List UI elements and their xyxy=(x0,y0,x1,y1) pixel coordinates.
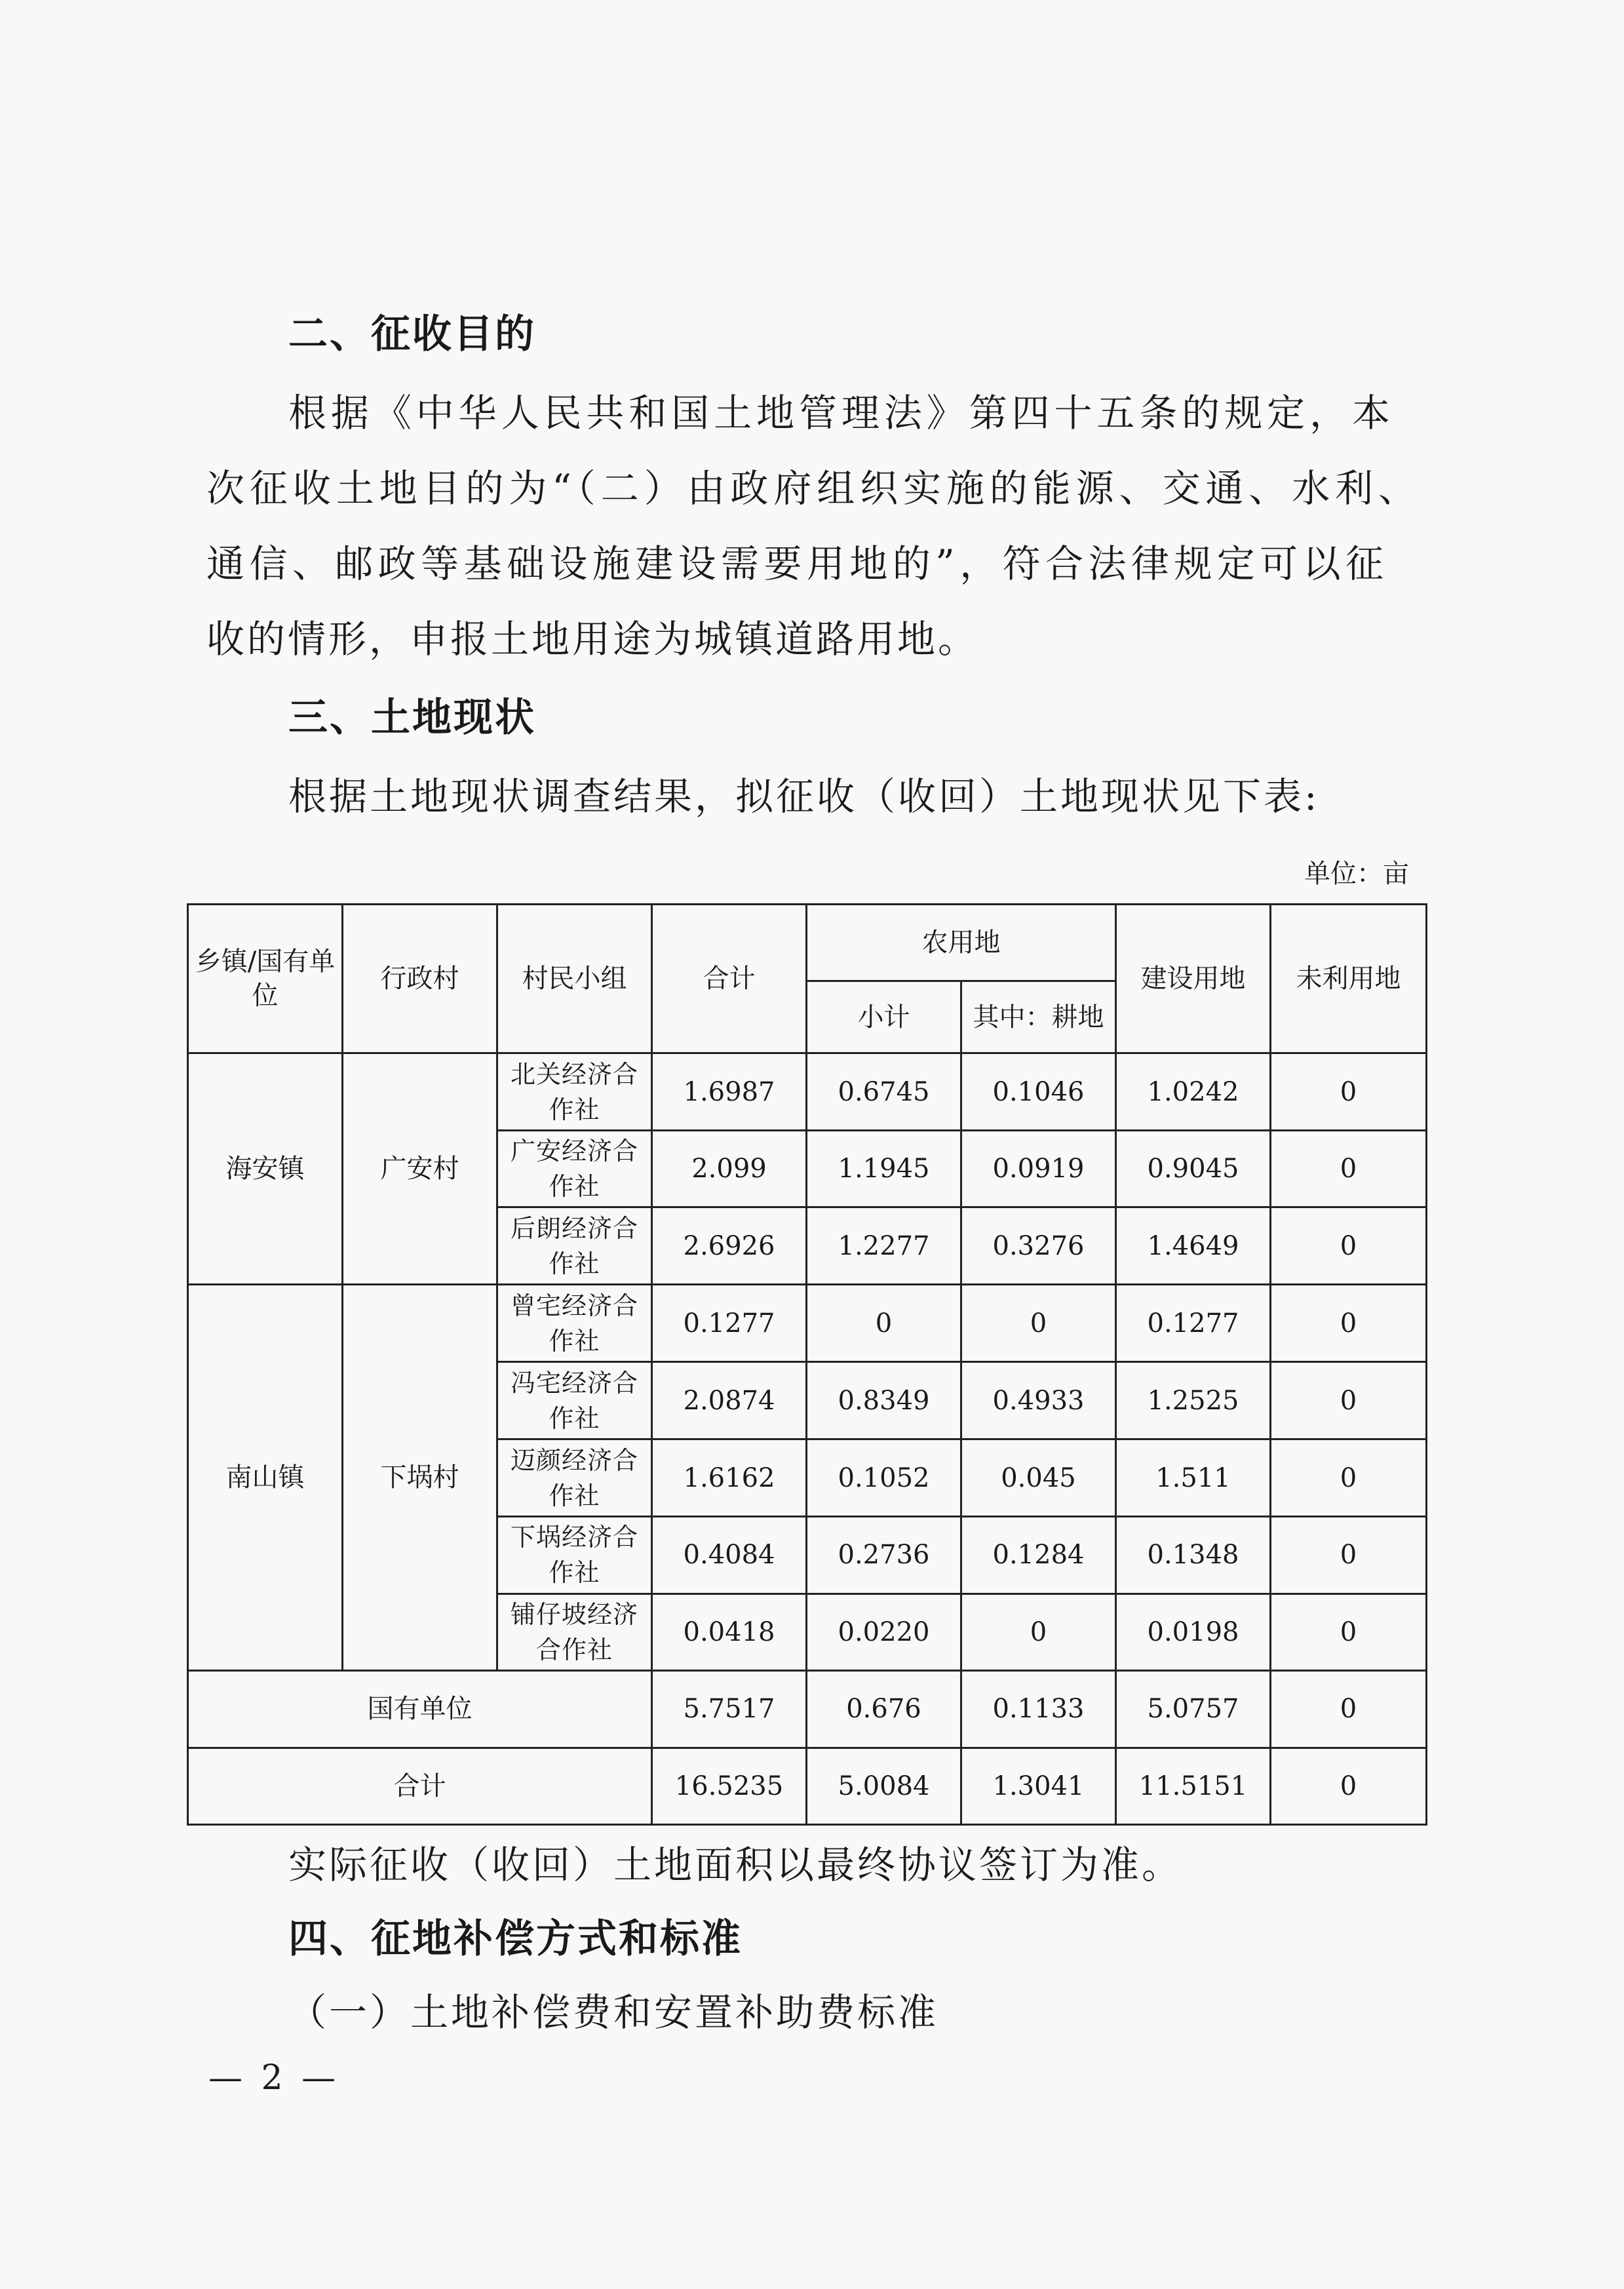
header-construction-land: 建设用地 xyxy=(1116,905,1271,1053)
construction-cell: 1.511 xyxy=(1116,1439,1271,1516)
group-cell: 铺仔坡经济合作社 xyxy=(497,1594,652,1670)
agri-subtotal-cell: 5.0084 xyxy=(807,1748,961,1824)
cultivated-cell: 0.0919 xyxy=(961,1131,1116,1207)
cultivated-cell: 0.3276 xyxy=(961,1207,1116,1285)
construction-cell: 1.0242 xyxy=(1116,1053,1271,1131)
header-agri-cultivated: 其中：耕地 xyxy=(961,981,1116,1053)
cultivated-cell: 0.1046 xyxy=(961,1053,1116,1131)
village-cell: 下埚村 xyxy=(343,1285,497,1670)
total-cell: 16.5235 xyxy=(652,1748,807,1824)
construction-cell: 0.1277 xyxy=(1116,1285,1271,1362)
cultivated-cell: 0.1133 xyxy=(961,1670,1116,1748)
total-cell: 2.6926 xyxy=(652,1207,807,1285)
header-group: 村民小组 xyxy=(497,905,652,1053)
agri-subtotal-cell: 0.8349 xyxy=(807,1362,961,1439)
after-table-note: 实际征收（收回）土地面积以最终协议签订为准。 xyxy=(288,1843,1183,1887)
construction-cell: 1.4649 xyxy=(1116,1207,1271,1285)
table-row xyxy=(188,1285,1427,1362)
agri-subtotal-cell: 0.676 xyxy=(807,1670,961,1748)
cultivated-cell: 0 xyxy=(961,1594,1116,1670)
cultivated-cell: 0.4933 xyxy=(961,1362,1116,1439)
group-cell: 下埚经济合作社 xyxy=(497,1516,652,1594)
header-village: 行政村 xyxy=(343,905,497,1053)
group-cell: 北关经济合作社 xyxy=(497,1053,652,1131)
agri-subtotal-cell: 0.1052 xyxy=(807,1439,961,1516)
agri-subtotal-cell: 0.0220 xyxy=(807,1594,961,1670)
section-2-para-line-2: 次征收土地目的为“（二）由政府组织实施的能源、交通、水利、 xyxy=(206,466,1419,511)
unused-cell: 0 xyxy=(1271,1439,1427,1516)
table-unit-label: 单位：亩 xyxy=(1304,859,1409,889)
table-row xyxy=(188,1053,1427,1131)
unused-cell: 0 xyxy=(1271,1207,1427,1285)
unused-cell: 0 xyxy=(1271,1516,1427,1594)
section-3-intro: 根据土地现状调查结果，拟征收（收回）土地现状见下表: xyxy=(288,774,1320,819)
cultivated-cell: 1.3041 xyxy=(961,1748,1116,1824)
unused-cell: 0 xyxy=(1271,1748,1427,1824)
unused-cell: 0 xyxy=(1271,1670,1427,1748)
agri-subtotal-cell: 1.1945 xyxy=(807,1131,961,1207)
state-unit-label: 国有单位 xyxy=(188,1670,652,1748)
total-cell: 0.0418 xyxy=(652,1594,807,1670)
total-cell: 0.1277 xyxy=(652,1285,807,1362)
section-2-para-line-4: 收的情形，申报土地用途为城镇道路用地。 xyxy=(206,617,979,661)
total-cell: 2.099 xyxy=(652,1131,807,1207)
construction-cell: 5.0757 xyxy=(1116,1670,1271,1748)
total-cell: 1.6987 xyxy=(652,1053,807,1131)
construction-cell: 0.0198 xyxy=(1116,1594,1271,1670)
group-cell: 曾宅经济合作社 xyxy=(497,1285,652,1362)
group-cell: 冯宅经济合作社 xyxy=(497,1362,652,1439)
cultivated-cell: 0.045 xyxy=(961,1439,1116,1516)
agri-subtotal-cell: 0.2736 xyxy=(807,1516,961,1594)
grand-total-label: 合计 xyxy=(188,1748,652,1824)
unused-cell: 0 xyxy=(1271,1362,1427,1439)
table-row-state-unit xyxy=(188,1670,1427,1748)
unused-cell: 0 xyxy=(1271,1594,1427,1670)
group-cell: 后朗经济合作社 xyxy=(497,1207,652,1285)
header-agri-subtotal: 小计 xyxy=(807,981,961,1053)
group-cell: 迈颜经济合作社 xyxy=(497,1439,652,1516)
header-total: 合计 xyxy=(652,905,807,1053)
section-2-heading: 二、征收目的 xyxy=(288,311,536,357)
page-number: — 2 — xyxy=(208,2058,340,2098)
township-cell: 海安镇 xyxy=(188,1053,343,1285)
total-cell: 5.7517 xyxy=(652,1670,807,1748)
total-cell: 1.6162 xyxy=(652,1439,807,1516)
header-township: 乡镇/国有单位 xyxy=(188,905,343,1053)
land-status-table xyxy=(187,903,1427,1826)
table-row-grand-total xyxy=(188,1748,1427,1824)
header-unused-land: 未利用地 xyxy=(1271,905,1427,1053)
township-cell: 南山镇 xyxy=(188,1285,343,1670)
unused-cell: 0 xyxy=(1271,1053,1427,1131)
cultivated-cell: 0 xyxy=(961,1285,1116,1362)
group-cell: 广安经济合作社 xyxy=(497,1131,652,1207)
total-cell: 2.0874 xyxy=(652,1362,807,1439)
header-agri-land: 农用地 xyxy=(807,905,1116,981)
village-cell: 广安村 xyxy=(343,1053,497,1285)
section-4-heading: 四、征地补偿方式和标准 xyxy=(288,1916,743,1962)
agri-subtotal-cell: 0.6745 xyxy=(807,1053,961,1131)
unused-cell: 0 xyxy=(1271,1285,1427,1362)
section-4-subheading: （一）土地补偿费和安置补助费标准 xyxy=(288,1990,939,2035)
construction-cell: 1.2525 xyxy=(1116,1362,1271,1439)
construction-cell: 11.5151 xyxy=(1116,1748,1271,1824)
section-3-heading: 三、土地现状 xyxy=(288,695,536,741)
section-2-para-line-3: 通信、邮政等基础设施建设需要用地的”，符合法律规定可以征 xyxy=(206,541,1386,586)
section-2-para-line-1: 根据《中华人民共和国土地管理法》第四十五条的规定，本 xyxy=(288,391,1393,435)
agri-subtotal-cell: 0 xyxy=(807,1285,961,1362)
construction-cell: 0.9045 xyxy=(1116,1131,1271,1207)
cultivated-cell: 0.1284 xyxy=(961,1516,1116,1594)
total-cell: 0.4084 xyxy=(652,1516,807,1594)
agri-subtotal-cell: 1.2277 xyxy=(807,1207,961,1285)
unused-cell: 0 xyxy=(1271,1131,1427,1207)
construction-cell: 0.1348 xyxy=(1116,1516,1271,1594)
